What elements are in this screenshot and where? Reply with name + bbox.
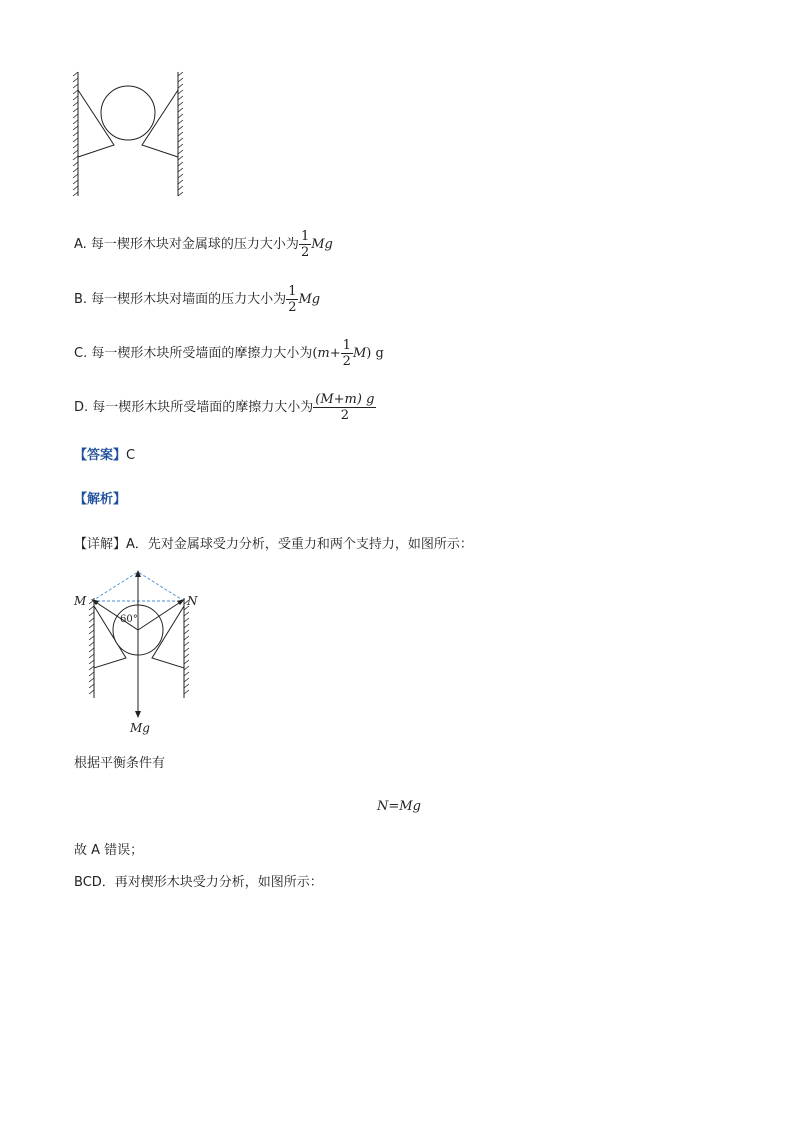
fraction-numerator: (M+m) g xyxy=(315,392,375,407)
force-label-n: N xyxy=(187,594,198,608)
body-line-2: 故 A 错误； xyxy=(74,843,144,858)
fraction xyxy=(313,392,376,423)
paren-open: ( xyxy=(312,346,318,361)
force-label-m: M xyxy=(74,594,87,608)
detail-text: A．先对金属球受力分析，受重力和两个支持力，如图所示： xyxy=(126,537,473,552)
fraction-denominator: 2 xyxy=(342,354,351,369)
fraction-denominator: 2 xyxy=(288,300,297,315)
gravity-label: Mg xyxy=(130,721,150,735)
fraction xyxy=(286,284,298,315)
detail-label: 【详解】 xyxy=(74,537,127,552)
option-d xyxy=(74,392,376,423)
figure-force-analysis xyxy=(72,568,212,738)
option-c-text: C. 每一楔形木块所受墙面的摩擦力大小为 xyxy=(74,346,313,361)
analysis-label: 【解析】 xyxy=(74,492,127,507)
plus-sign: + xyxy=(329,346,341,361)
body-line-3: BCD．再对楔形木块受力分析，如图所示： xyxy=(74,875,323,890)
mg-symbol: Mg xyxy=(298,292,321,307)
option-b xyxy=(74,284,320,315)
angle-label: 60° xyxy=(120,614,138,625)
m-symbol: m xyxy=(317,346,330,361)
big-m-symbol: M xyxy=(352,346,367,361)
equation: N=Mg xyxy=(377,799,421,814)
option-b-text: B. 每一楔形木块对墙面的压力大小为 xyxy=(74,292,287,307)
fraction-denominator: 2 xyxy=(300,245,310,260)
answer-value: C xyxy=(126,448,136,463)
mg-symbol: Mg xyxy=(311,237,333,252)
option-c xyxy=(74,338,384,369)
body-line-1: 根据平衡条件有 xyxy=(74,756,166,771)
option-a-text: A. 每一楔形木块对金属球的压力大小为 xyxy=(74,237,299,252)
figure-wedge-ball xyxy=(72,70,192,200)
paren-close: ) xyxy=(366,346,372,361)
fraction xyxy=(299,229,311,260)
fraction-numerator: 1 xyxy=(288,284,297,299)
analysis-line xyxy=(74,491,126,509)
fraction xyxy=(341,338,353,369)
fraction-numerator: 1 xyxy=(342,338,351,353)
g-symbol: g xyxy=(375,346,384,361)
answer-line xyxy=(74,447,135,465)
answer-label: 【答案】 xyxy=(74,448,127,463)
fraction-denominator: 2 xyxy=(340,408,349,423)
option-d-text: D. 每一楔形木块所受墙面的摩擦力大小为 xyxy=(74,400,314,415)
detail-line xyxy=(74,536,473,554)
option-a xyxy=(74,229,333,260)
fraction-numerator: 1 xyxy=(300,229,310,244)
